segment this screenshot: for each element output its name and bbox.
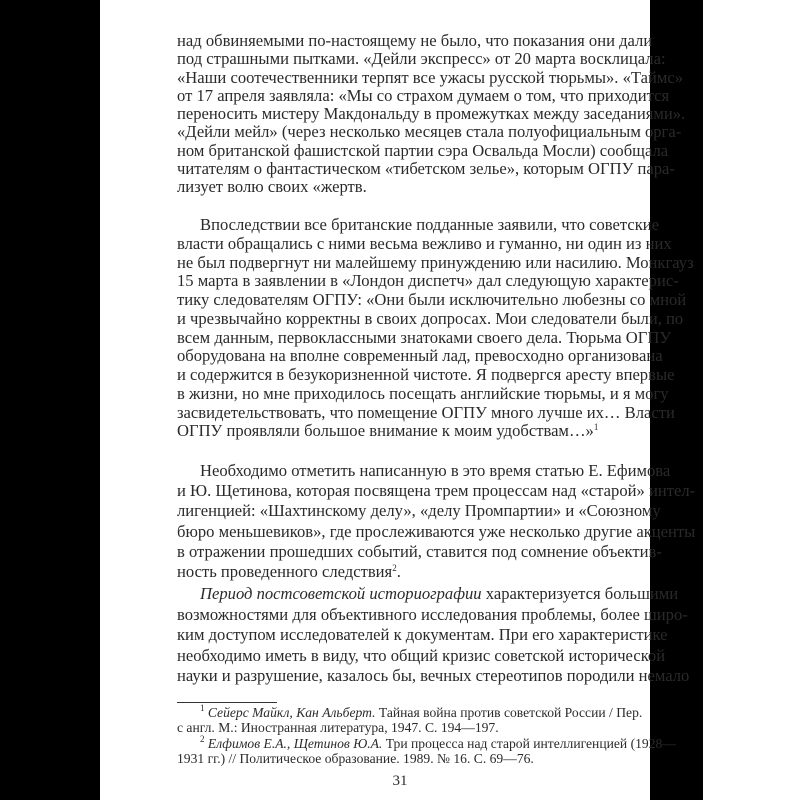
line-text: Тайная война против советской России / Пер. [375, 705, 643, 720]
line-text: ким доступом исследователей к документам. При его характеристике [177, 625, 668, 644]
footnote-marker: 2 [200, 734, 205, 744]
paragraph [177, 215, 694, 441]
line-text: Три процесса над старой интеллигенцией (1928— [382, 736, 676, 751]
text-line [177, 122, 682, 142]
line-text: Впоследствии все британские подданные заявили, что советские [200, 215, 660, 234]
line-text: науки и разрушение, казалось бы, вечных стереотипов породили немало [177, 666, 690, 685]
text-line [177, 365, 675, 385]
line-text: под страшными пытками. «Дейли экспресс» от 20 марта восклицала: [177, 49, 666, 69]
text-line [177, 308, 684, 329]
line-text: ОГПУ проявляли большое внимание к моим удобствам…» [177, 421, 594, 441]
text-line [177, 562, 627, 582]
line-text: всем данным, первоклассными знатоками своего дела. Тюрьма ОГПУ [177, 327, 672, 347]
line-text: необходимо иметь в виду, что общий кризис советской исторической [177, 645, 666, 665]
text-line [177, 541, 662, 562]
text-line [177, 666, 690, 687]
line-text: «Дейли мейл» (через несколько месяцев стала полуофициальным орга- [177, 122, 682, 142]
paragraph [177, 461, 696, 582]
line-text: над обвиняемыми по-настоящему не было, что показания они дали [177, 31, 653, 50]
line-text: бюро меньшевиков», где прослеживаются уже несколько другие акценты [177, 521, 696, 541]
text-line [177, 721, 627, 736]
text-line [177, 49, 666, 69]
text-line [177, 501, 661, 521]
text-line [177, 67, 684, 87]
italic-text: Елфимов Е.А., Щетинов Ю.А. [204, 736, 383, 751]
text-line [177, 402, 675, 423]
text-line [177, 327, 672, 348]
line-text: тику следователям ОГПУ: «Они были исключительно любезны со мной [177, 290, 687, 309]
line-text: 1931 гг.) // Политическое образование. 1989. № 16. С. 69—76. [177, 750, 534, 766]
line-text: засвидетельствовать, что помещение ОГПУ много лучше их… Власти [177, 402, 675, 422]
line-text: оборудована на вполне современный лад, превосходно организована [177, 346, 663, 366]
line-text: в жизни, но мне приходилось посещать английские тюрьмы, и я могу [177, 383, 669, 403]
text-line [177, 159, 675, 179]
text-line [177, 85, 670, 105]
line-text: возможностями для объективного исследования проблемы, более широ- [177, 604, 688, 624]
italic-text: Сейерс Майкл, Кан Альберт. [204, 705, 376, 720]
line-text: в отражении прошедших событий, ставится под сомнение объектив- [177, 541, 662, 561]
line-text: Необходимо отметить написанную в это время статью Е. Ефимова [200, 461, 671, 480]
text-line [177, 383, 669, 404]
line-text: лигенцией: «Шахтинскому делу», «делу Промпартии» и «Союзному [177, 501, 661, 521]
footnote-reference: 2 [392, 563, 397, 574]
line-text: с англ. М.: Иностранная литература, 1947. С. 194—197. [177, 719, 499, 735]
footnote-marker: 1 [200, 703, 205, 713]
line-text: от 17 апреля заявляла: «Мы со страхом думаем о том, что приходится [177, 85, 670, 105]
text-line [177, 140, 669, 160]
line-text: 15 марта в заявлении в «Лондон диспетч» дал следующую характерис- [177, 271, 679, 291]
paragraph [177, 31, 686, 197]
text-line [177, 521, 696, 542]
line-tail: . [396, 562, 401, 582]
footnote [177, 703, 643, 736]
text-line [177, 422, 627, 441]
text-line [177, 178, 627, 196]
text-line [177, 290, 687, 310]
text-line [177, 271, 679, 291]
text-line [177, 481, 696, 501]
line-text: не был подвергнут ни малейшему принуждению или насилию. Монкгауз [177, 252, 694, 272]
footnote [177, 734, 676, 767]
text-line [177, 734, 676, 752]
text-line [177, 645, 666, 667]
text-line [177, 31, 653, 50]
italic-text: Период постсоветской историографии [200, 584, 482, 603]
text-line [177, 604, 688, 626]
line-text: характеризуется большими [481, 584, 679, 603]
page-number: 31 [392, 773, 408, 789]
footnote-separator [177, 702, 277, 703]
line-text: и чрезвычайно корректны в своих допросах. Мои следователи были, по [177, 308, 684, 328]
line-text: переносить мистеру Макдональду в промежутках между заседаниями». [177, 104, 686, 124]
line-text: и Ю. Щетинова, которая посвящена трем процессам над «старой» интел- [177, 481, 696, 501]
text-line [177, 752, 627, 767]
text-line [177, 215, 660, 235]
line-text: ность проведенного следствия [177, 562, 393, 582]
text-line [177, 461, 671, 481]
text-line [177, 104, 686, 124]
text-line [177, 625, 668, 646]
paragraph [177, 584, 690, 687]
line-text: «Наши соотечественники терпят все ужасы русской тюрьмы». «Таймс» [177, 67, 684, 87]
footnote-reference: 1 [593, 422, 599, 433]
scan-border-left [0, 0, 100, 800]
line-text: и содержится в безукоризненной чистоте. Я подвергся аресту впервые [177, 365, 675, 384]
text-line [177, 703, 643, 721]
text-line [177, 233, 672, 254]
line-text: ном британской фашистской партии сэра Освальда Мосли) сообщала [177, 140, 669, 160]
line-text: лизует волю своих «жертв. [177, 177, 367, 197]
line-text: власти обращались с ними весьма вежливо и гуманно, ни один из них [177, 233, 672, 253]
text-line [177, 346, 663, 366]
text-line [177, 252, 694, 273]
line-text: читателям о фантастическом «тибетском зелье», которым ОГПУ пара- [177, 159, 675, 179]
text-line [177, 584, 679, 605]
